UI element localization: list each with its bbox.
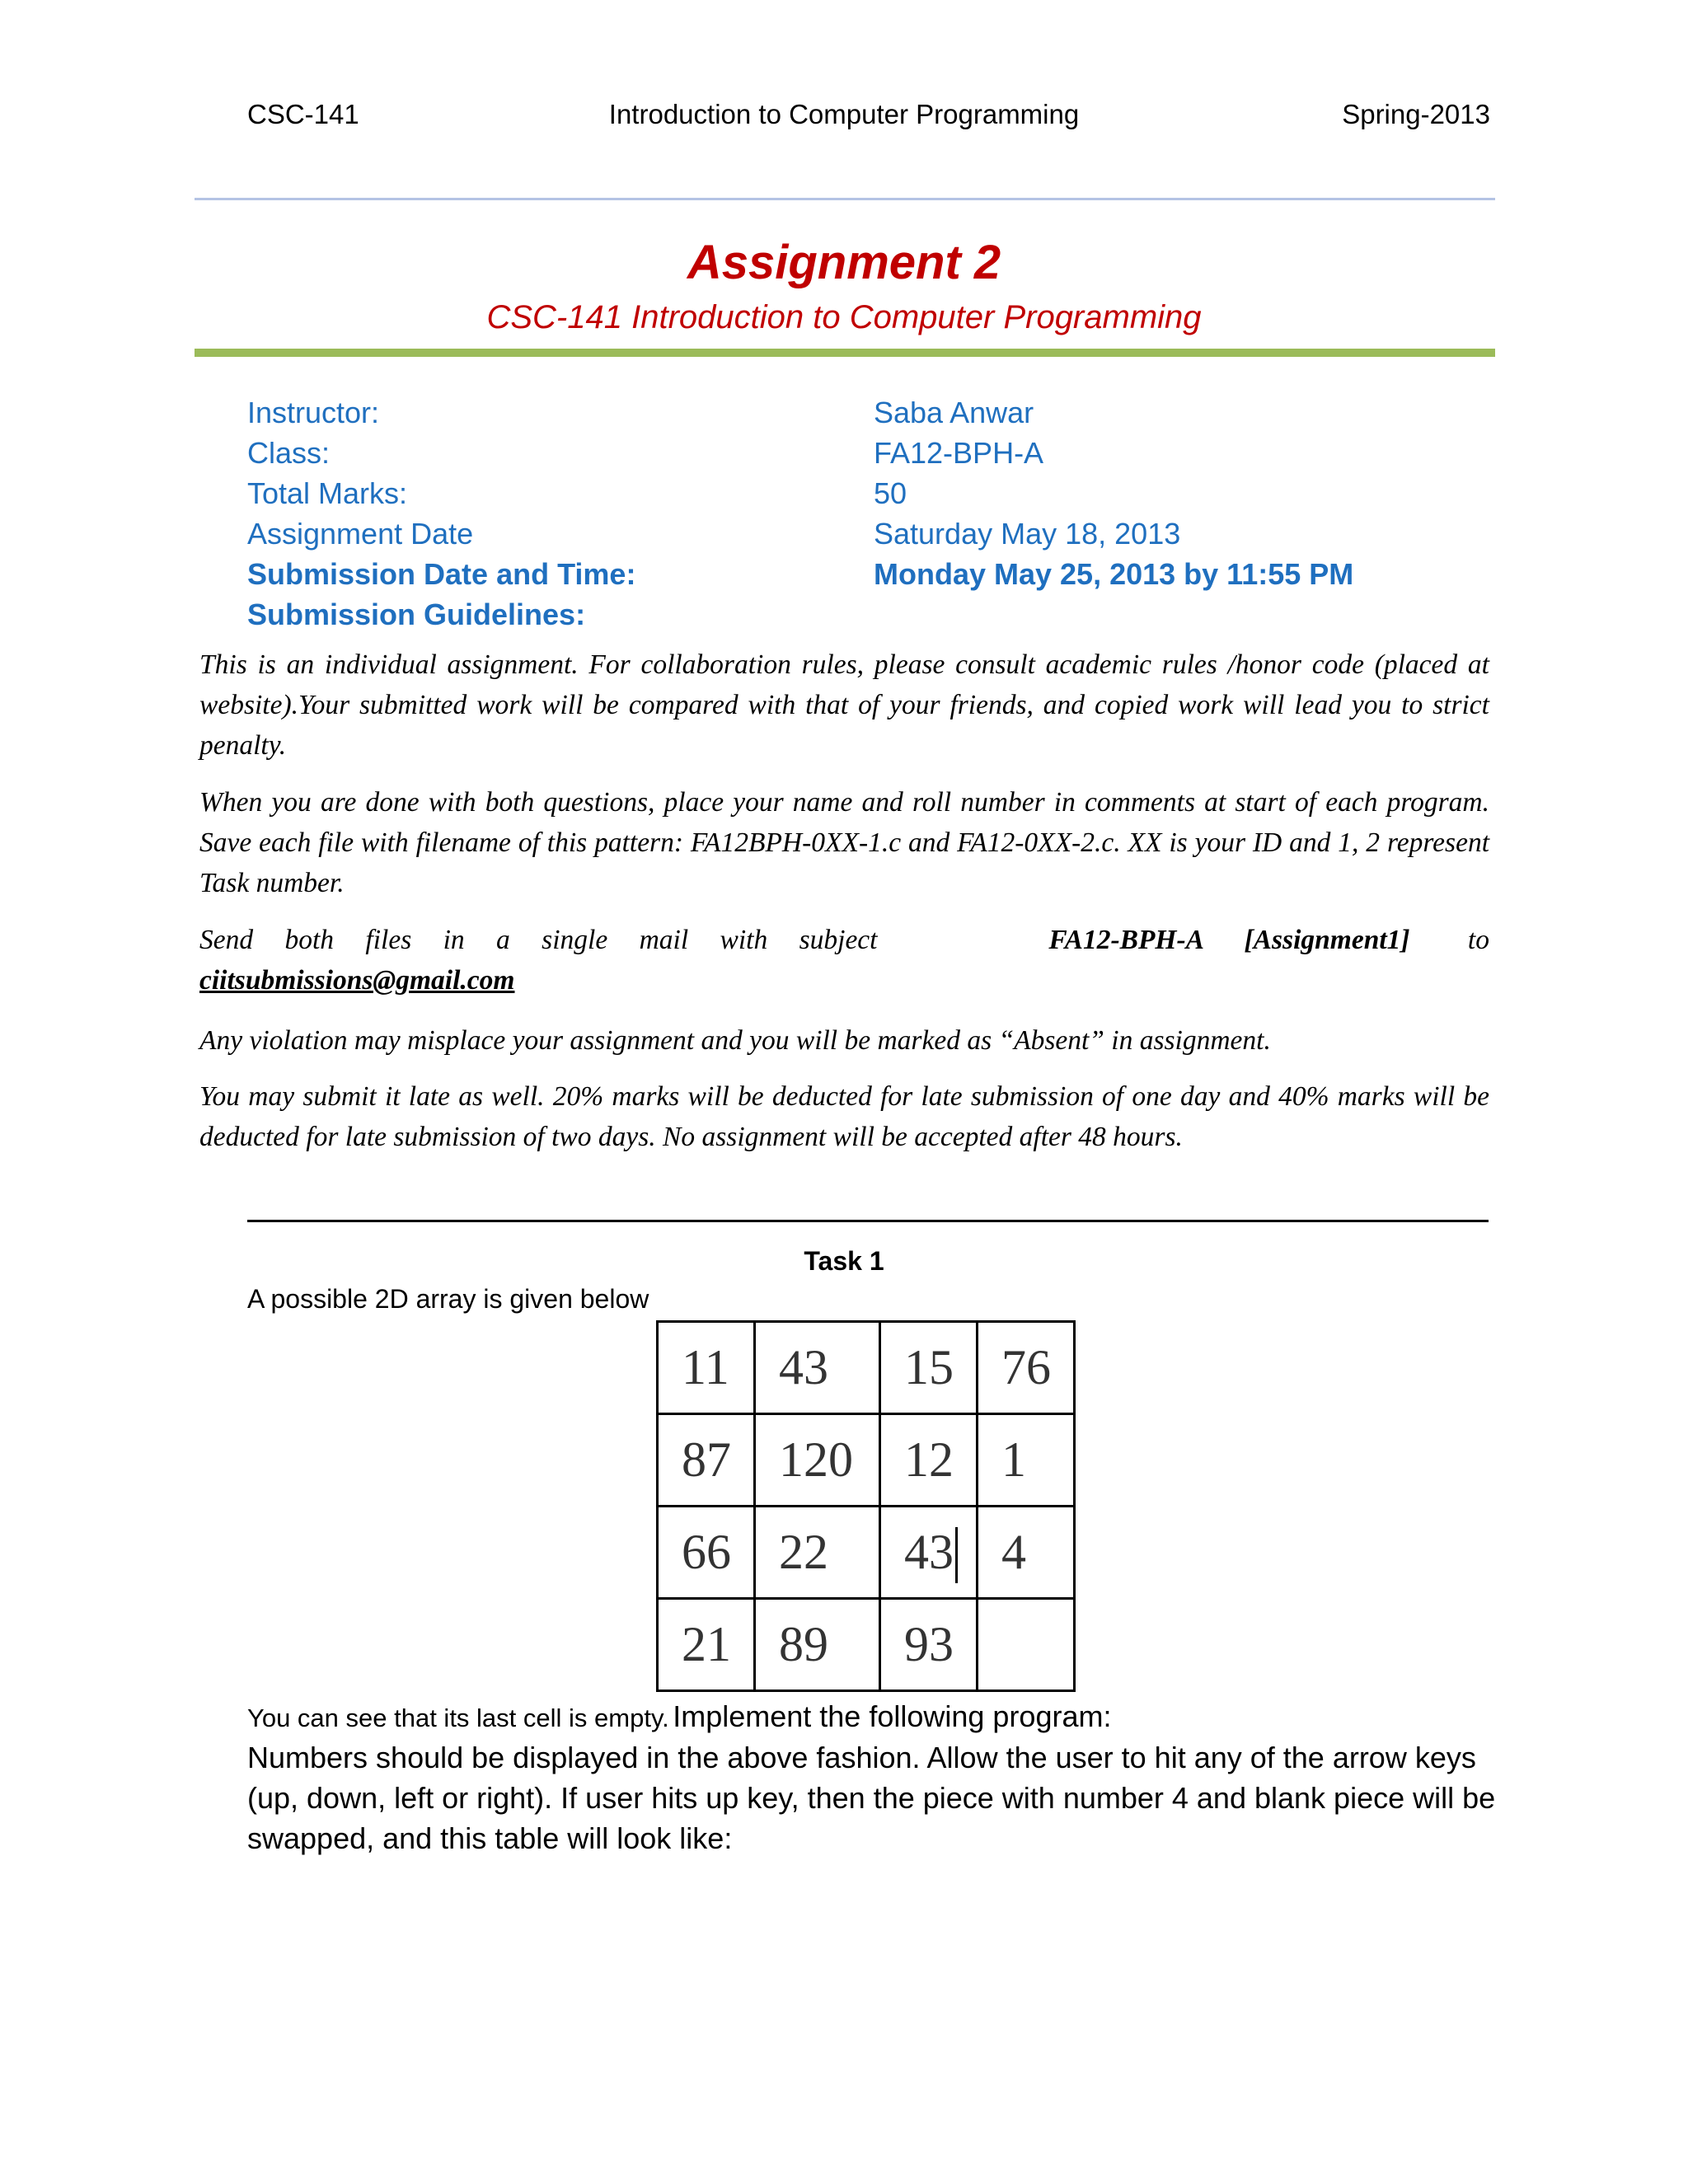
task-intro: A possible 2D array is given below	[247, 1284, 649, 1314]
grid-cell: 93	[880, 1599, 978, 1691]
info-row-submission-guidelines	[247, 594, 1484, 635]
submission-email-link[interactable]: ciitsubmissions@gmail.com	[199, 965, 515, 996]
info-row-submission-date	[247, 554, 1484, 594]
header-course-code: CSC-141	[247, 99, 359, 129]
send-to: to	[1467, 925, 1489, 955]
grid-cell-empty	[978, 1599, 1075, 1691]
grid-cell: 11	[658, 1322, 755, 1414]
info-row-class	[247, 433, 1484, 473]
guideline-naming: When you are done with both questions, place your name and roll number in comments at start of each program. Save each file with filename of this pattern: FA12BPH-0XX-1.c and FA12-0XX-2.c. XX is your ID and 1, 2 represent Task number.	[199, 787, 1489, 898]
task-note-small: You can see that its last cell is empty.	[247, 1704, 669, 1732]
array-grid	[656, 1320, 1076, 1692]
info-value: FA12-BPH-A	[874, 435, 1044, 470]
guideline-late: You may submit it late as well. 20% marks will be deducted for late submission of one day and 40% marks will be deducted for late submission of two days. No assignment will be accepted after 48 hours.	[199, 1081, 1489, 1152]
grid-cell: 22	[755, 1507, 880, 1599]
info-label: Submission Guidelines:	[247, 597, 586, 631]
grid-cell: 120	[755, 1414, 880, 1507]
info-row-assignment-date	[247, 513, 1484, 554]
info-label: Total Marks:	[247, 476, 408, 510]
task-divider	[247, 1220, 1489, 1222]
header-course-name: Introduction to Computer Programming	[608, 99, 1080, 129]
title-divider	[195, 349, 1495, 357]
info-value: Saturday May 18, 2013	[874, 516, 1181, 551]
guideline-individual: This is an individual assignment. For collaboration rules, please consult academic rules /honor code (placed at website).Your submitted work will be compared with that of your friends, and copied work will lead you to strict penalty.	[199, 649, 1489, 761]
grid-cell: 15	[880, 1322, 978, 1414]
task-title: Task 1	[804, 1246, 884, 1276]
task-note-large: Implement the following program:	[673, 1699, 1112, 1733]
info-label: Instructor:	[247, 395, 380, 429]
grid-cell: 89	[755, 1599, 880, 1691]
grid-row	[658, 1507, 1075, 1599]
grid-cell: 1	[978, 1414, 1075, 1507]
grid-row	[658, 1599, 1075, 1691]
info-value: Monday May 25, 2013 by 11:55 PM	[874, 556, 1354, 591]
task-description: Numbers should be displayed in the above fashion. Allow the user to hit any of the arrow keys (up, down, left or right). If user hits up key, then the piece with number 4 and blank piece will be swapped, and this table will look like:	[247, 1741, 1496, 1855]
info-value: Saba Anwar	[874, 395, 1034, 429]
grid-cell: 66	[658, 1507, 755, 1599]
grid-row	[658, 1414, 1075, 1507]
info-value: 50	[874, 476, 907, 510]
guideline-send	[199, 920, 1489, 1001]
header-divider	[195, 198, 1495, 200]
assignment-info	[247, 392, 1484, 635]
grid-cell: 21	[658, 1599, 755, 1691]
guideline-violation: Any violation may misplace your assignment and you will be marked as “Absent” in assignment.	[199, 1025, 1271, 1056]
send-instruction	[199, 920, 991, 960]
info-row-total-marks	[247, 473, 1484, 513]
grid-row	[658, 1322, 1075, 1414]
info-label: Submission Date and Time:	[247, 556, 636, 591]
page-title: Assignment 2	[687, 236, 1001, 289]
info-row-instructor	[247, 392, 1484, 433]
send-prefix: Send both files in a single mail with subject	[199, 925, 878, 955]
grid-cell: 12	[880, 1414, 978, 1507]
info-label: Assignment Date	[247, 516, 474, 551]
task-note	[247, 1699, 1111, 1734]
grid-cell: 87	[658, 1414, 755, 1507]
grid-cell: 43	[755, 1322, 880, 1414]
page-subtitle: CSC-141 Introduction to Computer Programming	[486, 299, 1202, 335]
info-label: Class:	[247, 435, 331, 470]
grid-cell: 4	[978, 1507, 1075, 1599]
send-subject: FA12-BPH-A [Assignment1]	[1048, 925, 1410, 955]
grid-cell: 43	[880, 1507, 978, 1599]
header-term: Spring-2013	[1342, 99, 1490, 129]
grid-cell: 76	[978, 1322, 1075, 1414]
